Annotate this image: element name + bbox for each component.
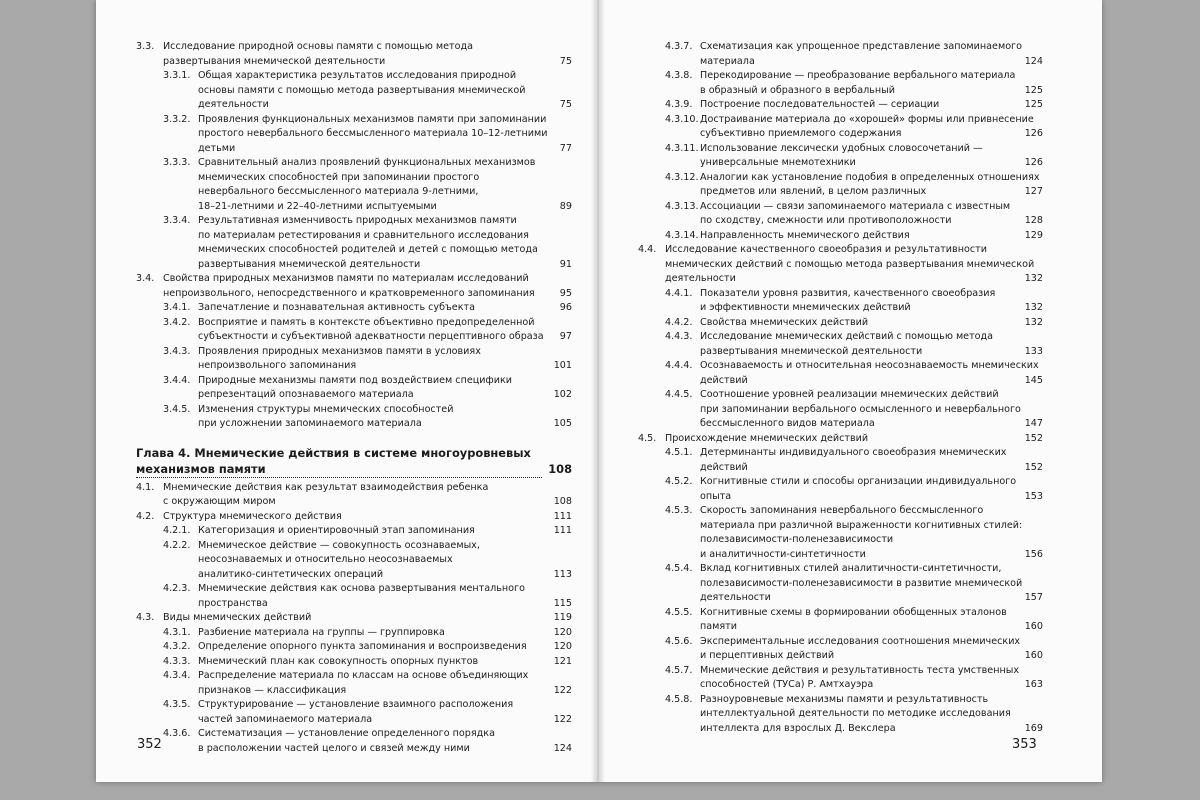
toc-entry-text: и эффективности мнемических действий (700, 301, 1015, 316)
toc-entry (638, 287, 1043, 316)
toc-entry (638, 171, 1043, 200)
toc-entry-text: Систематизация — установление определенного порядка (198, 728, 495, 739)
toc-entry-number: 4.1. (136, 481, 155, 493)
toc-entry-page: 75 (558, 55, 572, 70)
toc-entry-page: 96 (558, 301, 572, 316)
toc-entry-page: 132 (1023, 272, 1043, 287)
toc-entry (638, 606, 1043, 635)
toc-entry-text: Категоризация и ориентировочный этап запоминания (198, 524, 544, 539)
left-page (136, 0, 572, 782)
toc-entry (136, 345, 572, 374)
toc-entry-page: 108 (552, 495, 572, 510)
toc-entry-text: субъективно приемлемого содержания (700, 127, 1015, 142)
toc-entry-number: 3.3. (136, 41, 155, 52)
toc-entry-text: Мнемический план как совокупность опорных пунктов (198, 655, 544, 670)
toc-entry (136, 69, 572, 113)
toc-entry (638, 693, 1043, 737)
toc-entry-text: Определение опорного пункта запоминания и воспроизведения (198, 640, 544, 655)
toc-entry (638, 562, 1043, 606)
toc-entry-number: 4.2.3. (163, 583, 191, 594)
toc-entry (638, 98, 1043, 113)
toc-entry-text: Показатели уровня развития, качественного своеобразия (700, 287, 996, 299)
toc-entry (136, 316, 572, 345)
toc-entry-text: 18–21-летними и 22–40-летними испытуемыми (198, 200, 544, 215)
toc-entry-text: полезависимости-поленезависимости (700, 534, 894, 545)
toc-entry-number: 4.3.10. (665, 113, 699, 125)
toc-entry-text: деятельности (665, 272, 1015, 287)
toc-entry-text: интеллекта для взрослых Д. Векслера (700, 722, 1015, 737)
toc-entry-text: Разбиение материала на группы — группировка (198, 626, 544, 641)
toc-entry-text: Происхождение мнемических действий (665, 432, 1015, 447)
toc-entry-page: 128 (1023, 214, 1043, 229)
toc-entry-number: 4.3.14. (665, 229, 699, 241)
toc-entry (136, 524, 572, 539)
chapter-page: 108 (548, 461, 572, 476)
toc-entry-text: субъектности и субъективной адекватности перцептивного образа (198, 330, 544, 345)
toc-entry (136, 669, 572, 698)
toc-entry-page: 111 (552, 524, 572, 539)
toc-entry (638, 475, 1043, 504)
toc-entry-page: 132 (1023, 301, 1043, 316)
toc-entry-text: Схематизация как упрощенное представление запоминаемого (700, 41, 1022, 52)
toc-entry-text: непроизвольного запоминания (198, 359, 544, 374)
toc-entry-text: невербального бессмысленного материала 9-летними, (198, 186, 479, 197)
toc-entry-text: в расположении частей целого и связей между ними (198, 742, 544, 757)
toc-entry-text: Виды мнемических действий (163, 611, 544, 626)
toc-entry-number: 4.5.3. (665, 505, 693, 516)
toc-entry-text: Изменения структуры мнемических способностей (198, 403, 454, 415)
toc-entry-number: 4.3.2. (163, 641, 191, 652)
toc-entry-text: предметов или явлений, в целом различных (700, 185, 1015, 200)
toc-entry (638, 229, 1043, 244)
right-page (638, 0, 1043, 782)
toc-entry-number: 3.4.2. (163, 316, 191, 328)
toc-entry-page: 163 (1023, 678, 1043, 693)
toc-entry-number: 4.3.7. (665, 41, 693, 52)
toc-entry-page: 120 (552, 626, 572, 641)
toc-entry (638, 504, 1043, 562)
toc-entry-text: Структура мнемического действия (163, 510, 544, 525)
toc-entry-text: Исследование мнемических действий с помощью метода (700, 331, 994, 342)
toc-entry (136, 403, 572, 432)
toc-entry-text: деятельности (198, 98, 544, 113)
toc-entry-text: способностей (ТУСа) Р. Амтхауэра (700, 678, 1015, 693)
toc-entry (638, 142, 1043, 171)
chapter-heading-text: механизмов памяти (136, 461, 542, 478)
toc-entry (638, 316, 1043, 331)
toc-entry-text: по сходству, смежности или противоположности (700, 214, 1015, 229)
toc-entry-text: Вклад когнитивных стилей аналитичности-синтетичности, (700, 563, 1002, 574)
toc-entry (638, 243, 1043, 287)
toc-entry-text: признаков — классификация (198, 684, 544, 699)
toc-entry-number: 4.5.6. (665, 635, 693, 647)
toc-entry-text: Мнемическое действие — совокупность осознаваемых, (198, 539, 480, 551)
toc-entry-number: 3.4.4. (163, 374, 191, 386)
toc-entry-text: полезависимости-поленезависимости в развитие мнемической (700, 577, 1023, 589)
toc-entry-number: 4.2. (136, 510, 155, 522)
toc-entry-page: 75 (558, 98, 572, 113)
toc-entry-text: Свойства мнемических действий (700, 316, 1015, 331)
toc-entry-text: при усложнении запоминаемого материала (198, 417, 544, 432)
toc-entry-number: 4.5.2. (665, 476, 693, 487)
toc-entry-page: 153 (1023, 490, 1043, 505)
toc-entry-text: Свойства природных механизмов памяти по материалам исследований (163, 273, 529, 284)
toc-entry-number: 4.5.4. (665, 563, 693, 574)
toc-entry-page: 152 (1023, 461, 1043, 476)
toc-entry (638, 359, 1043, 388)
toc-entry-text: Восприятие и память в контексте объективно предопределенной (198, 316, 535, 328)
toc-entry-number: 4.4.5. (665, 389, 693, 400)
toc-entry-text: Результативная изменчивость природных механизмов памяти (198, 215, 517, 226)
toc-entry-text: мнемических способностей при запоминании простого (198, 171, 480, 183)
toc-entry (638, 635, 1043, 664)
toc-entry-text: интеллектуальной деятельности по методике исследования (700, 708, 1011, 719)
toc-entry-number: 3.3.1. (163, 70, 191, 81)
toc-entry-text: в образный и образного в вербальный (700, 84, 1015, 99)
toc-entry-page: 169 (1023, 722, 1043, 737)
toc-entry (136, 374, 572, 403)
book-gutter (591, 0, 605, 782)
toc-entry-text: Использование лексически удобных словосочетаний — (700, 142, 983, 154)
toc-entry-text: Экспериментальные исследования соотношения мнемических (700, 635, 1021, 647)
toc-entry (136, 640, 572, 655)
toc-entry-number: 4.3.11. (665, 142, 699, 154)
toc-entry-page: 129 (1023, 229, 1043, 244)
toc-entry (638, 200, 1043, 229)
toc-entry-page: 145 (1023, 374, 1043, 389)
toc-entry-text: Разноуровневые механизмы памяти и результативность (700, 693, 989, 705)
toc-entry-page: 133 (1023, 345, 1043, 360)
toc-entry-page: 111 (552, 510, 572, 525)
toc-entry-number: 4.3.12. (665, 171, 699, 183)
toc-entry (136, 539, 572, 583)
toc-entry-text: материала при различной выраженности когнитивных стилей: (700, 519, 1023, 531)
toc-entry-page: 160 (1023, 649, 1043, 664)
chapter-heading (136, 445, 572, 477)
toc-entry-text: Осознаваемость и относительная неосознаваемость мнемических (700, 360, 1039, 371)
toc-entry-number: 3.4.3. (163, 345, 191, 357)
toc-entry-text: памяти (700, 620, 1015, 635)
toc-entry-number: 4.4.3. (665, 331, 693, 342)
toc-entry-page: 113 (552, 568, 572, 583)
right-page-number: 353 (1012, 737, 1037, 752)
toc-entry-page: 160 (1023, 620, 1043, 635)
toc-entry-text: Общая характеристика результатов исследования природной (198, 70, 517, 81)
toc-entry (638, 113, 1043, 142)
toc-entry (136, 698, 572, 727)
toc-entry-number: 4.5.8. (665, 693, 693, 705)
toc-entry-page: 125 (1023, 84, 1043, 99)
toc-entry (136, 481, 572, 510)
toc-entry-text: основы памяти с помощью метода развертывания мнемической (198, 84, 526, 96)
toc-entry-number: 3.3.2. (163, 113, 191, 125)
toc-entry-page: 147 (1023, 417, 1043, 432)
toc-entry (136, 510, 572, 525)
toc-entry-number: 4.3.13. (665, 200, 699, 212)
toc-entry-page: 97 (558, 330, 572, 345)
toc-entry-text: Сравнительный анализ проявлений функциональных механизмов (198, 157, 536, 168)
toc-entry-page: 119 (552, 611, 572, 626)
toc-entry-text: Соотношение уровней реализации мнемических действий (700, 389, 999, 400)
toc-entry-text: непроизвольного, непосредственного и кратковременного запоминания (163, 287, 544, 302)
toc-entry-text: развертывания мнемической деятельности (163, 55, 544, 70)
toc-entry-text: деятельности (700, 591, 1015, 606)
toc-entry-text: и перцептивных действий (700, 649, 1015, 664)
toc-entry-text: Построение последовательностей — сериации (700, 98, 1015, 113)
toc-entry-number: 4.5.5. (665, 606, 693, 618)
toc-entry-text: Исследование природной основы памяти с помощью метода (163, 41, 473, 52)
toc-entry-text: опыта (700, 490, 1015, 505)
toc-entry-page: 127 (1023, 185, 1043, 200)
toc-entry-number: 4.3.8. (665, 70, 693, 81)
toc-entry-text: Исследование качественного своеобразия и результативности (665, 244, 987, 255)
toc-entry-page: 95 (558, 287, 572, 302)
toc-entry-text: Перекодирование — преобразование вербального материала (700, 70, 1016, 81)
toc-entry-page: 122 (552, 713, 572, 728)
toc-entry-number: 4.3.6. (163, 728, 191, 739)
toc-entry-text: Когнитивные стили и способы организации индивидуального (700, 476, 1017, 487)
toc-entry (136, 113, 572, 157)
toc-entry-number: 3.4.5. (163, 403, 191, 415)
toc-entry (638, 69, 1043, 98)
toc-entry-text: Скорость запоминания невербального бессмысленного (700, 505, 984, 516)
toc-entry (136, 301, 572, 316)
toc-entry (136, 40, 572, 69)
toc-entry-text: частей запоминаемого материала (198, 713, 544, 728)
toc-entry-page: 124 (552, 742, 572, 757)
toc-entry-number: 4.3.4. (163, 670, 191, 681)
toc-entry-page: 115 (552, 597, 572, 612)
toc-entry-number: 3.4.1. (163, 302, 191, 313)
toc-entry (136, 727, 572, 756)
toc-entry-number: 4.4.2. (665, 316, 693, 328)
toc-entry-page: 125 (1023, 98, 1043, 113)
toc-entry-text: Природные механизмы памяти под воздействием специфики (198, 374, 512, 386)
toc-entry-text: простого невербального бессмысленного материала 10–12-летними (198, 128, 548, 139)
toc-entry-number: 4.4. (638, 244, 657, 255)
toc-entry-text: мнемических способностей родителей и детей с помощью метода (198, 244, 538, 255)
toc-entry-text: Мнемические действия как основа развертывания ментального (198, 583, 525, 594)
toc-entry-page: 157 (1023, 591, 1043, 606)
toc-entry-text: Достраивание материала до «хорошей» формы или привнесение (700, 113, 1034, 125)
toc-entry-number: 4.3.3. (163, 655, 191, 667)
toc-entry-text: действий (700, 461, 1015, 476)
toc-entry (638, 388, 1043, 432)
toc-entry-page: 126 (1023, 127, 1043, 142)
toc-entry-text: пространства (198, 597, 544, 612)
toc-entry-page: 124 (1023, 55, 1043, 70)
toc-entry-text: универсальные мнемотехники (700, 156, 1015, 171)
toc-entry-number: 4.3. (136, 612, 155, 623)
toc-entry-number: 3.4. (136, 273, 155, 284)
toc-entry (136, 611, 572, 626)
toc-entry-number: 4.3.1. (163, 626, 191, 638)
toc-entry (638, 446, 1043, 475)
toc-entry-number: 4.5.7. (665, 664, 693, 676)
toc-entry-text: с окружающим миром (163, 495, 544, 510)
toc-entry-page: 156 (1023, 548, 1043, 563)
toc-entry-number: 4.3.5. (163, 699, 191, 710)
left-page-number: 352 (137, 737, 162, 752)
toc-entry-text: и аналитичности-синтетичности (700, 548, 1015, 563)
toc-entry-text: Детерминанты индивидуального своеобразия мнемических (700, 447, 1007, 458)
toc-entry-number: 4.5. (638, 432, 657, 444)
toc-entry-number: 3.3.4. (163, 215, 191, 226)
toc-entry (638, 330, 1043, 359)
toc-entry-text: Распределение материала по классам на основе объединяющих (198, 670, 529, 681)
toc-entry-text: Мнемические действия и результативность теста умственных (700, 664, 1020, 676)
toc-entry (136, 582, 572, 611)
toc-entry-number: 4.2.2. (163, 539, 191, 551)
toc-entry-text: при запоминании вербального осмысленного и невербального (700, 403, 1021, 415)
toc-entry-text: Проявления природных механизмов памяти в условиях (198, 345, 481, 357)
toc-entry-page: 152 (1023, 432, 1043, 447)
toc-entry-text: развертывания мнемической деятельности (700, 345, 1015, 360)
toc-entry-page: 120 (552, 640, 572, 655)
toc-entry-page: 89 (558, 200, 572, 215)
toc-entry-page: 101 (552, 359, 572, 374)
toc-entry-text: Направленность мнемического действия (700, 229, 1015, 244)
toc-entry-text: развертывания мнемической деятельности (198, 258, 544, 273)
toc-entry-number: 4.5.1. (665, 447, 693, 458)
toc-entry-text: Проявления функциональных механизмов памяти при запоминании (198, 113, 547, 125)
toc-entry (638, 432, 1043, 447)
toc-entry (136, 214, 572, 272)
toc-entry-page: 121 (552, 655, 572, 670)
toc-entry-number: 4.2.1. (163, 525, 191, 536)
chapter-heading-text: Глава 4. Мнемические действия в системе многоуровневых (136, 445, 531, 460)
toc-entry (136, 655, 572, 670)
toc-entry-text: аналитико-синтетических операций (198, 568, 544, 583)
toc-entry-number: 4.4.4. (665, 360, 693, 371)
toc-entry-text: Мнемические действия как результат взаимодействия ребенка (163, 481, 489, 493)
toc-entry (136, 156, 572, 214)
toc-entry-text: бессмысленного видов материала (700, 417, 1015, 432)
toc-entry-text: Аналогии как установление подобия в определенных отношениях (700, 171, 1040, 183)
toc-entry-number: 4.4.1. (665, 287, 693, 299)
toc-entry-page: 122 (552, 684, 572, 699)
toc-entry-text: по материалам ретестирования и сравнительного исследования (198, 229, 529, 241)
toc-entry (638, 664, 1043, 693)
toc-entry-page: 105 (552, 417, 572, 432)
toc-entry-page: 102 (552, 388, 572, 403)
toc-entry-number: 4.3.9. (665, 99, 693, 110)
toc-entry-text: мнемических действий с помощью метода развертывания мнемической (665, 258, 1035, 270)
toc-entry-text: детьми (198, 142, 544, 157)
toc-entry-text: неосознаваемых и относительно неосознаваемых (198, 554, 453, 565)
toc-entry-page: 77 (558, 142, 572, 157)
toc-entry (136, 626, 572, 641)
toc-entry-text: Структурирование — установление взаимного расположения (198, 699, 514, 710)
toc-entry-text: материала (700, 55, 1015, 70)
toc-entry-text: репрезентаций опознаваемого материала (198, 388, 544, 403)
toc-entry (136, 272, 572, 301)
toc-entry-number: 3.3.3. (163, 157, 191, 168)
toc-entry-page: 132 (1023, 316, 1043, 331)
toc-entry-text: Запечатление и познавательная активность субъекта (198, 301, 544, 316)
toc-entry-page: 126 (1023, 156, 1043, 171)
toc-entry-page: 91 (558, 258, 572, 273)
toc-entry-text: Ассоциации — связи запоминаемого материала с известным (700, 200, 1011, 212)
toc-entry (638, 40, 1043, 69)
toc-entry-text: Когнитивные схемы в формировании обобщенных эталонов (700, 606, 1007, 618)
toc-entry-text: действий (700, 374, 1015, 389)
